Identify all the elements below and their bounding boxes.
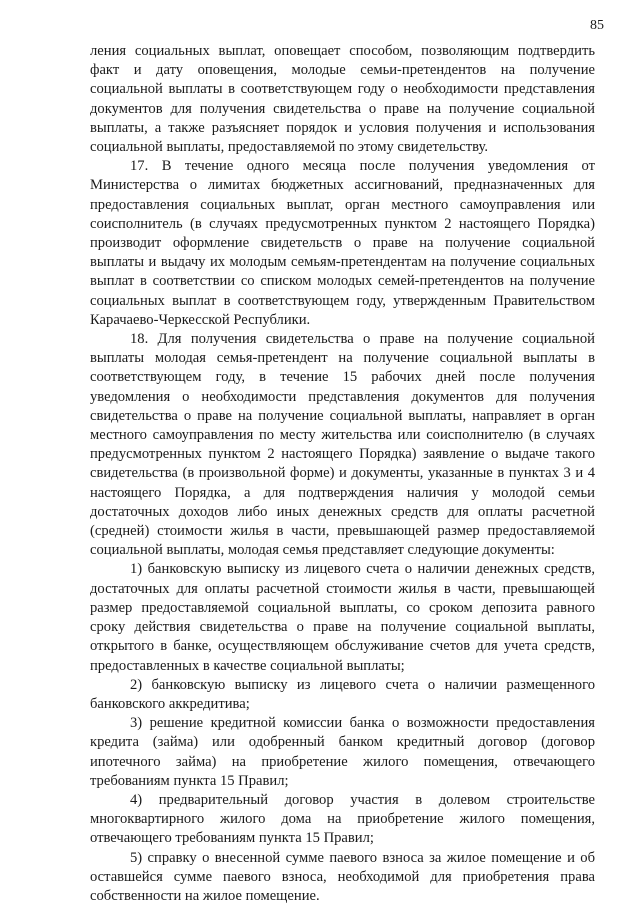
- page-number: 85: [590, 18, 604, 33]
- list-item-2: 2) банковскую выписку из лицевого счета о наличии размещенного банковского аккредитива;: [90, 676, 595, 712]
- paragraph-continuation: ления социальных выплат, оповещает способом, позволяющим подтвердить факт и дату оповещения, молодые семьи-претендентов на получение социальной выплаты в соответствующем году о необходимости представления документов для получения свидетельства о праве на получение социальной выплаты, а также разъясняет порядок и условия получения и использования социальной выплаты, предоставляемой по этому свидетельству.: [90, 43, 595, 156]
- list-item-5: 5) справку о внесенной сумме паевого взноса за жилое помещение и об оставшейся сумме паевого взноса, необходимой для приобретения права собственности на жилое помещение.: [90, 849, 595, 904]
- list-item-4: 4) предварительный договор участия в долевом строительстве многоквартирного жилого дома на приобретение жилого помещения, отвечающего требованиям пункта 15 Правил;: [90, 791, 595, 847]
- list-item-3: 3) решение кредитной комиссии банка о возможности предоставления кредита (займа) или одобренный банком кредитный договор (договор ипотечного займа) на приобретение жилого помещения, отвечающего требованиям пункта 15 Правил;: [90, 715, 595, 789]
- paragraph-17: 17. В течение одного месяца после получения уведомления от Министерства о лимитах бюджетных ассигнований, предназначенных для предоставления социальных выплат, орган местного самоуправления или соисполнитель (в случаях предусмотренных пунктом 2 настоящего Порядка) производит оформление свидетельств о праве на получение социальной выплаты и выдачу их молодым семьям-претендентам на получение социальных выплат в соответствии со списком молодых семей-претендентов на получение социальных выплат в соответствующем году, утвержденным Правительством Карачаево-Черкесской Республики.: [90, 158, 595, 328]
- list-item-1: 1) банковскую выписку из лицевого счета о наличии денежных средств, достаточных для оплаты расчетной стоимости жилья в части, превышающей размер предоставляемой социальной выплаты, со сроком депозита равного сроку действия свидетельства о праве на получение социальной выплаты, открытого в банке, осуществляющем обслуживание счетов для учета средств, предоставленных в качестве социальной выплаты;: [90, 561, 595, 674]
- document-body: [90, 42, 595, 906]
- paragraph-18: 18. Для получения свидетельства о праве на получение социальной выплаты молодая семья-претендент на получение социальной выплаты в соответствующем году, в течение 15 рабочих дней после получения уведомления о необходимости представления документов для получения свидетельства о праве на получение социальной выплаты, направляет в орган местного самоуправления по месту жительства или соисполнителю (в случаях предусмотренных пунктом 2 настоящего Порядка) заявление о выдаче такого свидетельства (в произвольной форме) и документы, указанные в пунктах 3 и 4 настоящего Порядка, а для подтверждения наличия у молодой семьи достаточных доходов либо иных денежных средств для оплаты расчетной (средней) стоимости жилья в части, превышающей размер предоставляемой социальной выплаты, молодая семья представляет следующие документы:: [90, 331, 595, 559]
